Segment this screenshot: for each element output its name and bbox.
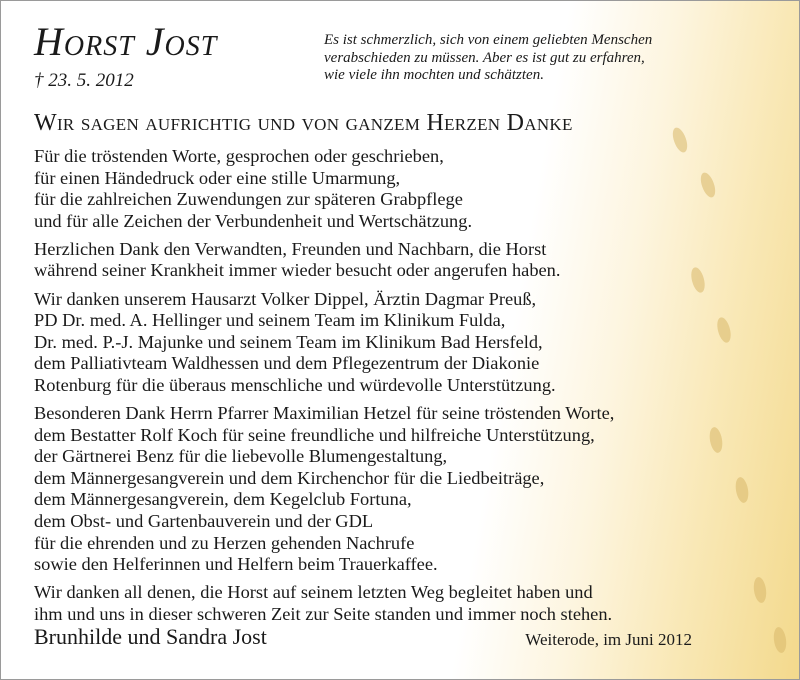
text-line: dem Obst- und Gartenbauverein und der GDL (34, 511, 374, 531)
paragraph (34, 582, 614, 625)
text-line: dem Männergesangverein, dem Kegelclub Fortuna, (34, 489, 412, 510)
deceased-name: Horst Jost (34, 19, 218, 64)
text-line: Dr. med. P.-J. Majunke und seinem Team im Klinikum Bad Hersfeld, (34, 331, 543, 352)
signature: Brunhilde und Sandra Jost (34, 624, 267, 649)
text-line: dem Männergesangverein und dem Kirchenchor für die Liedbeiträge, (34, 467, 545, 488)
text-line: Für die tröstenden Worte, gesprochen oder geschrieben, (34, 146, 444, 166)
paragraph (34, 146, 614, 232)
text-line: dem Palliativteam Waldhessen und dem Pflegezentrum der Diakonie (34, 353, 540, 374)
text-line: und für alle Zeichen der Verbundenheit und Wertschätzung. (34, 210, 473, 231)
death-date: † 23. 5. 2012 (34, 70, 134, 91)
text-line: der Gärtnerei Benz für die liebevolle Blumengestaltung, (34, 446, 448, 467)
text-line: Rotenburg für die überaus menschliche und würdevolle Unterstützung. (34, 374, 556, 395)
text-line: dem Bestatter Rolf Koch für seine freundliche und hilfreiche Unterstützung, (34, 424, 595, 445)
text-line: sowie den Helferinnen und Helfern beim Trauerkaffee. (34, 554, 438, 575)
text-line: Wir danken unserem Hausarzt Volker Dippel, Ärztin Dagmar Preuß, (34, 288, 537, 309)
text-line: für die zahlreichen Zuwendungen zur späteren Grabpflege (34, 189, 463, 210)
footprints-in-sand-icon (620, 0, 800, 680)
paragraph (34, 403, 614, 576)
quote-line: Es ist schmerzlich, sich von einem geliebten Menschen (324, 32, 653, 48)
text-line: PD Dr. med. A. Hellinger und seinem Team im Klinikum Fulda, (34, 310, 506, 331)
headline: Wir sagen aufrichtig und von ganzem Herzen Danke (34, 110, 573, 136)
text-line: für einen Händedruck oder eine stille Umarmung, (34, 167, 401, 188)
text-line: für die ehrenden und zu Herzen gehenden Nachrufe (34, 532, 415, 553)
text-line: Herzlichen Dank den Verwandten, Freunden und Nachbarn, die Horst (34, 238, 547, 259)
paragraph (34, 239, 614, 282)
text-line: Besonderen Dank Herrn Pfarrer Maximilian Hetzel für seine tröstenden Worte, (34, 403, 615, 424)
text-line: ihm und uns in dieser schweren Zeit zur Seite standen und immer noch stehen. (34, 603, 613, 624)
quote-line: verabschieden zu müssen. Aber es ist gut zu erfahren, (324, 49, 645, 66)
place-date: Weiterode, im Juni 2012 (525, 630, 692, 649)
text-line: Wir danken all denen, die Horst auf seinem letzten Weg begleitet haben und (34, 582, 593, 603)
quote-line: wie viele ihn mochten und schätzten. (324, 67, 544, 83)
text-line: während seiner Krankheit immer wieder besucht oder angerufen haben. (34, 260, 561, 281)
thanks-body (34, 146, 614, 632)
paragraph (34, 289, 614, 397)
quote-block (324, 32, 744, 85)
